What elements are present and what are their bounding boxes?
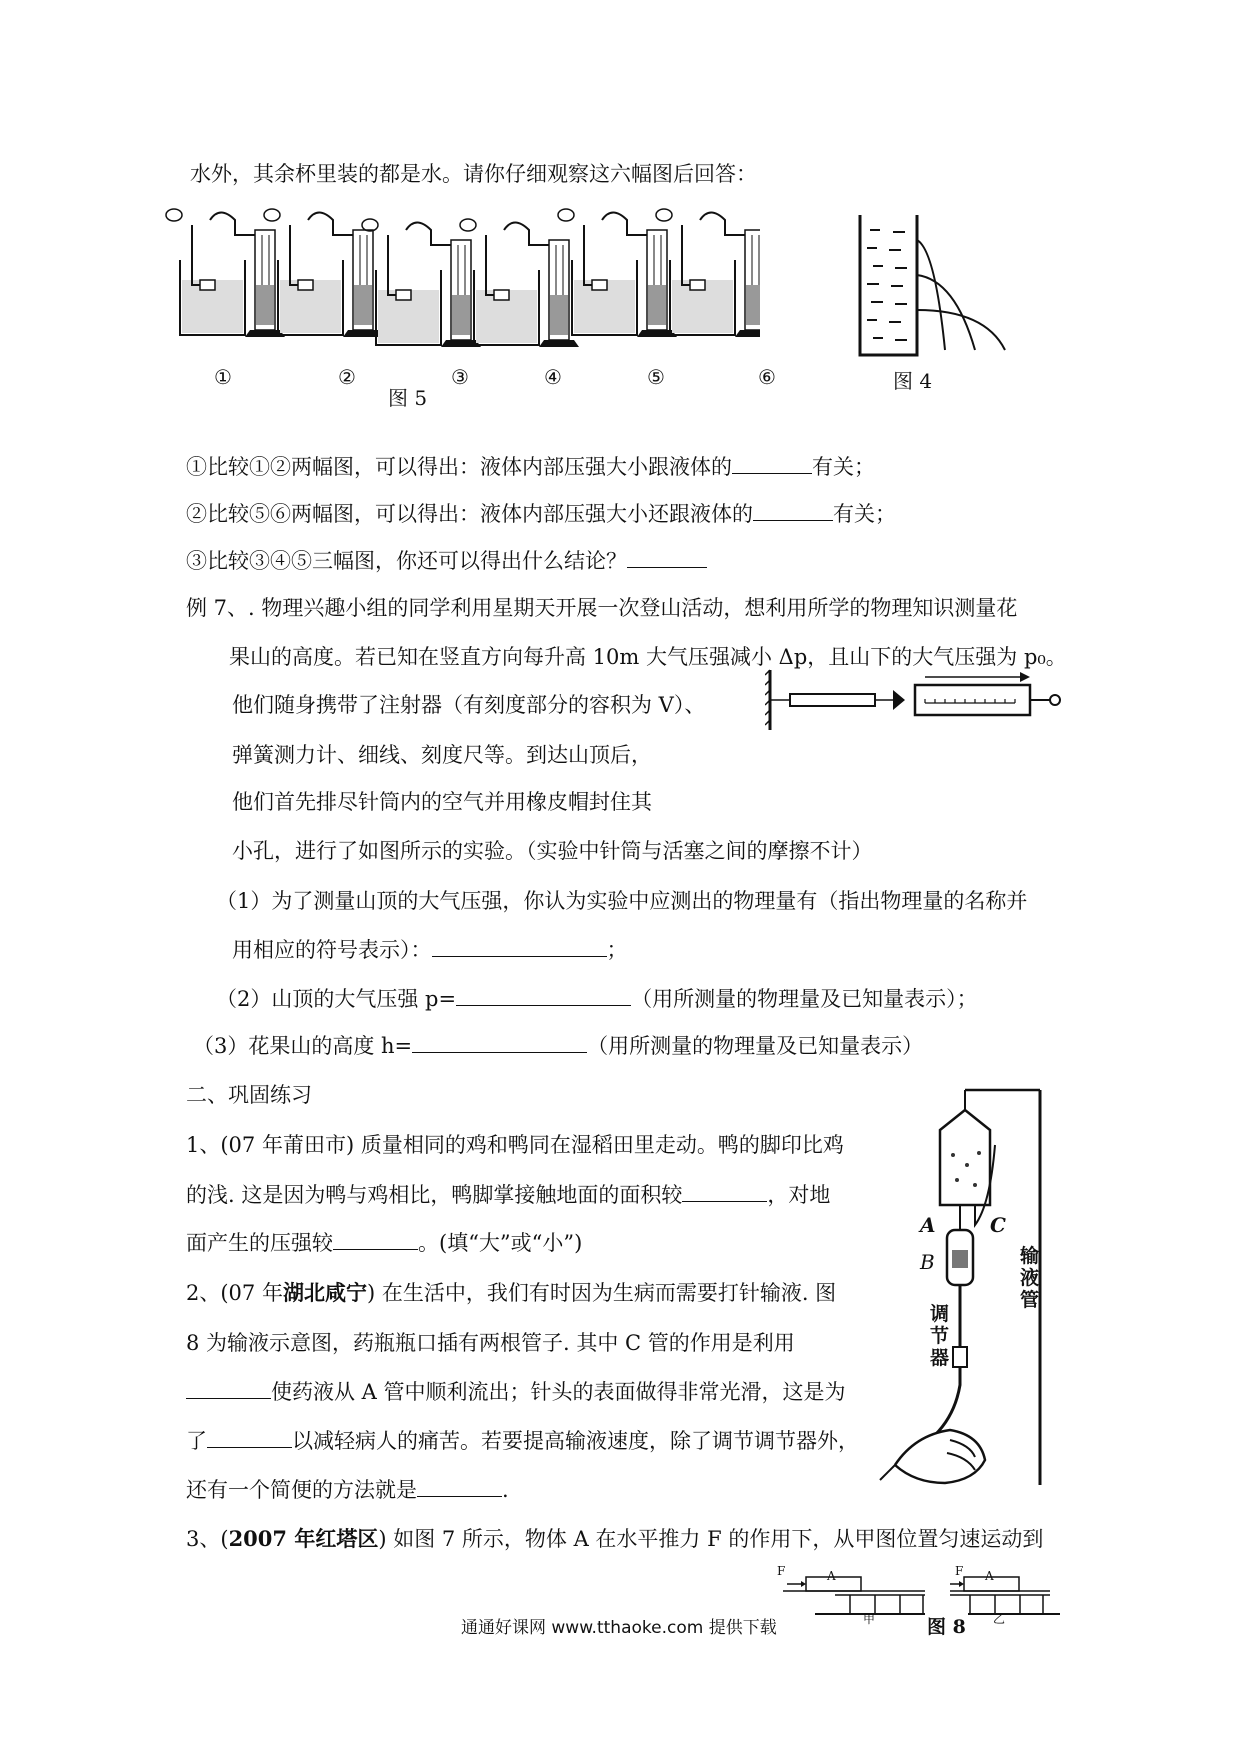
exercise2-line5: 还有一个简便的方法就是 .: [186, 1478, 509, 1502]
exercise3-line1: 3、(2007 年红塔区) 如图 7 所示，物体 A 在水平推力 F 的作用下，从甲图位置匀速运动到: [186, 1526, 1044, 1551]
compare-question-1: ①比较①②两幅图，可以得出：液体内部压强大小跟液体的 有关；: [186, 455, 875, 479]
exercise1-line3: 面产生的压强较 。(填“大”或“小”): [186, 1231, 583, 1255]
answer-blank[interactable]: [732, 453, 812, 474]
answer-blank[interactable]: [456, 985, 631, 1006]
infusion-label-c: C: [990, 1213, 1006, 1237]
example7-line5: 他们首先排尽针筒内的空气并用橡皮帽封住其: [232, 790, 652, 814]
fig8-block-left: A: [827, 1569, 836, 1583]
compare-question-3: ③比较③④⑤三幅图，你还可以得出什么结论？: [186, 546, 707, 576]
water-jet-illustration: [855, 210, 1015, 360]
example7-q2: （2）山顶的大气压强 p= （用所测量的物理量及已知量表示）；: [216, 987, 978, 1011]
compare-question-2: ②比较⑤⑥两幅图，可以得出：液体内部压强大小还跟液体的 有关；: [186, 502, 896, 526]
exercise2-line2: 8 为输液示意图，药瓶瓶口插有两根管子. 其中 C 管的作用是利用: [186, 1331, 795, 1355]
answer-blank[interactable]: [682, 1181, 767, 1202]
infusion-regulator-label: 调节器: [930, 1303, 950, 1369]
answer-blank[interactable]: [186, 1378, 271, 1399]
fig5-label-4: ④: [544, 365, 562, 389]
example7-line2: 果山的高度。若已知在竖直方向每升高 10m 大气压强减小 Δp，且山下的大气压强为 p₀。: [229, 645, 1067, 669]
syringe-illustration: [765, 665, 1065, 735]
section-heading: 二、巩固练习: [186, 1083, 312, 1107]
answer-blank[interactable]: [333, 1229, 418, 1250]
fig5-label-6: ⑥: [758, 365, 776, 389]
infusion-figure: [875, 1085, 1060, 1490]
answer-blank[interactable]: [417, 1476, 502, 1497]
fig5-label-3: ③: [451, 365, 469, 389]
fig8-force-left: F: [777, 1564, 786, 1578]
exercise1-line2: 的浅. 这是因为鸭与鸡相比，鸭脚掌接触地面的面积较 ，对地: [186, 1183, 831, 1207]
fig8-block-right: A: [985, 1569, 994, 1583]
fig5-label-1: ①: [214, 365, 232, 389]
fig8-force-right: F: [955, 1564, 964, 1578]
answer-blank[interactable]: [412, 1032, 587, 1053]
example7-line3: 他们随身携带了注射器（有刻度部分的容积为 V）、: [232, 693, 706, 717]
example7-q3: （3）花果山的高度 h= （用所测量的物理量及已知量表示）: [193, 1034, 924, 1058]
fig5-label-5: ⑤: [647, 365, 665, 389]
fig8-name-right: 乙: [993, 1612, 1006, 1626]
fig5-caption: 图 5: [388, 386, 428, 410]
fig4-caption: 图 4: [893, 369, 933, 393]
example7-line1: 例 7、. 物理兴趣小组的同学利用星期天开展一次登山活动，想利用所学的物理知识测量花: [186, 596, 1018, 620]
syringe-figure: [765, 665, 1065, 735]
answer-blank[interactable]: [432, 936, 607, 957]
example7-line4: 弹簧测力计、细线、刻度尺等。到达山顶后，: [232, 743, 652, 767]
exercise2-line1: 2、(07 年湖北咸宁) 在生活中，我们有时因为生病而需要打针输液. 图: [186, 1280, 837, 1305]
exercise2-line4: 了 以减轻病人的痛苦。若要提高输液速度，除了调节调节器外，: [186, 1429, 859, 1453]
example7-q1-line1: （1）为了测量山顶的大气压强，你认为实验中应测出的物理量有（指出物理量的名称并: [216, 889, 1028, 913]
page-footer: 通通好课网 www.tthaoke.com 提供下载: [461, 1618, 777, 1638]
fig8-caption: 图 8: [925, 1612, 968, 1639]
infusion-tube-label: 输液管: [1020, 1245, 1040, 1311]
intro-line: 水外，其余杯里装的都是水。请你仔细观察这六幅图后回答：: [190, 162, 757, 186]
answer-blank[interactable]: [753, 500, 833, 521]
figure-4-water-jets: [855, 210, 1015, 360]
example7-line6: 小孔，进行了如图所示的实验。（实验中针筒与活塞之间的摩擦不计）: [232, 839, 873, 863]
exercise2-line3: 使药液从 A 管中顺利流出；针头的表面做得非常光滑，这是为: [186, 1377, 846, 1407]
infusion-label-b: B: [920, 1250, 935, 1274]
pressure-gauge-illustration: [160, 205, 760, 355]
answer-blank[interactable]: [627, 547, 707, 568]
fig8-name-left: 甲: [863, 1612, 876, 1626]
example7-q1-line2: 用相应的符号表示）： ；: [232, 938, 628, 962]
answer-blank[interactable]: [207, 1427, 292, 1448]
fig5-label-2: ②: [338, 365, 356, 389]
figure-8-push-block: [775, 1564, 1095, 1638]
figure-5-pressure-gauges: [160, 205, 760, 355]
infusion-label-a: A: [920, 1213, 936, 1237]
exercise1-line1: 1、(07 年莆田市) 质量相同的鸡和鸭同在湿稻田里走动。鸭的脚印比鸡: [186, 1133, 844, 1157]
